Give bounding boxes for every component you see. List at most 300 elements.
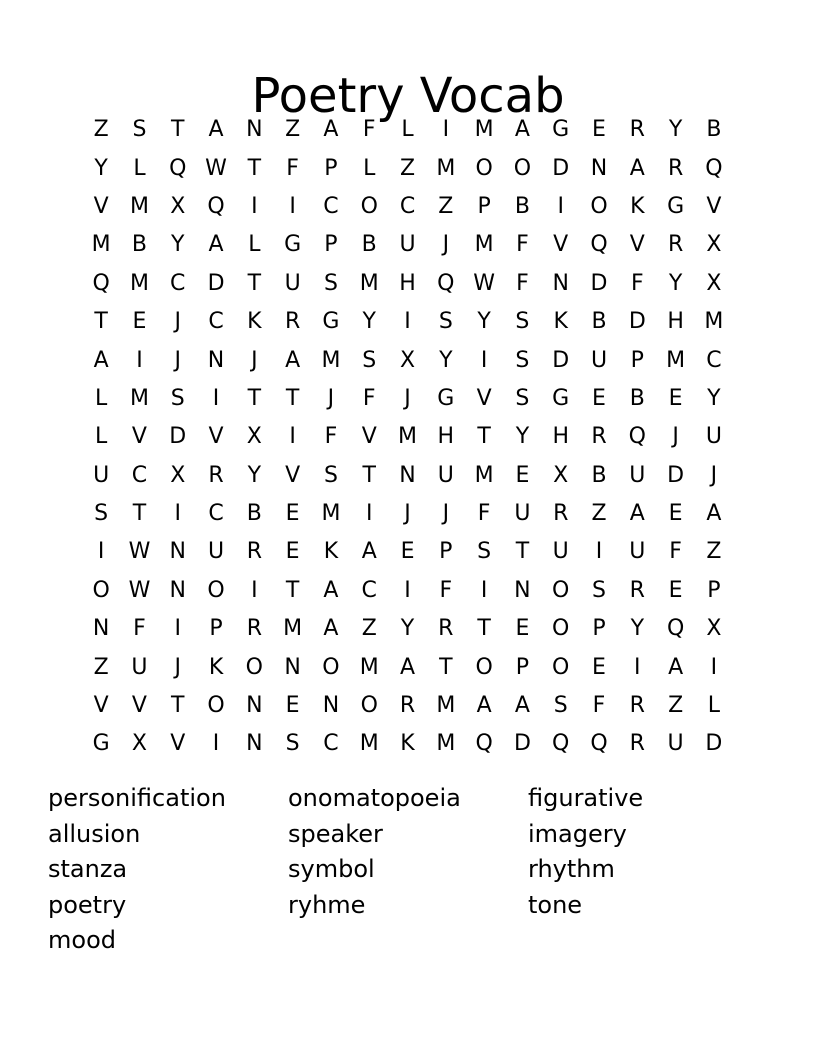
grid-letter: S [323,462,338,488]
grid-letter: B [706,117,722,143]
grid-letter: P [439,539,453,565]
grid-letter: L [248,232,261,258]
grid-letter: V [553,232,569,258]
grid-letter: O [552,577,570,603]
grid-letter: E [592,385,606,411]
grid-letter: Z [591,501,607,527]
grid-letter: B [591,462,607,488]
grid-letter: U [590,347,608,373]
grid-letter: F [516,270,529,296]
grid-letter: Z [285,117,301,143]
grid-letter: I [365,501,373,527]
grid-letter: V [285,462,301,488]
grid-letter: P [324,232,338,258]
grid-letter: N [284,654,301,680]
grid-letter: W [128,577,151,603]
grid-letter: T [515,539,530,565]
grid-letter: O [360,193,378,219]
grid-letter: M [129,193,149,219]
grid-letter: R [667,155,684,181]
grid-letter: F [362,385,376,411]
grid-letter: O [475,654,493,680]
grid-letter: M [359,270,379,296]
grid-letter: J [174,654,181,680]
grid-letter: Q [552,731,570,757]
grid-letter: R [246,616,262,642]
grid-letter: G [552,385,570,411]
grid-letter: Q [590,232,608,258]
word-list [48,781,768,959]
grid-letter: A [476,693,492,719]
grid-letter: U [705,424,722,450]
grid-letter: E [515,462,530,488]
grid-letter: P [515,654,530,680]
grid-letter: Y [400,616,415,642]
grid-letter: D [513,731,531,757]
grid-letter: P [324,155,338,181]
grid-letter: F [286,155,299,181]
grid-letter: L [95,385,108,411]
grid-letter: D [705,731,723,757]
grid-letter: E [515,616,530,642]
grid-letter: H [437,424,455,450]
grid-letter: C [323,731,339,757]
grid-letter: E [285,693,300,719]
grid-letter: V [93,693,109,719]
grid-letter: M [129,385,149,411]
grid-letter: M [436,731,456,757]
grid-letter: E [400,539,415,565]
grid-letter: E [285,539,300,565]
grid-letter: A [323,577,339,603]
grid-letter: R [246,539,262,565]
grid-letter: X [246,424,262,450]
grid-letter: V [170,731,186,757]
word-list-item: ryhme [288,890,366,919]
grid-letter: U [399,232,416,258]
grid-letter: S [515,347,530,373]
grid-letter: E [668,385,683,411]
grid-letter: Y [171,232,185,258]
grid-letter: R [667,232,684,258]
grid-letter: I [212,731,220,757]
grid-letter: S [553,693,568,719]
grid-letter: U [284,270,301,296]
grid-letter: A [399,654,416,680]
grid-letter: V [706,193,722,219]
grid-letter: T [171,693,185,719]
grid-letter: I [595,539,603,565]
grid-letter: D [552,347,570,373]
grid-letter: K [323,539,339,565]
grid-letter: I [251,193,258,219]
grid-letter: I [97,539,105,565]
grid-letter: N [246,117,263,143]
grid-letter: J [251,347,258,373]
grid-letter: N [590,155,608,181]
grid-letter: T [247,270,262,296]
grid-letter: F [630,270,644,296]
grid-letter: I [480,577,488,603]
grid-letter: J [404,385,411,411]
grid-letter: A [93,347,109,373]
grid-letter: Q [628,424,646,450]
grid-letter: D [667,462,685,488]
grid-letter: I [404,577,411,603]
grid-letter: P [707,577,721,603]
grid-letter: T [362,462,376,488]
grid-letter: Y [94,155,108,181]
grid-letter: L [707,693,721,719]
grid-letter: X [131,731,147,757]
grid-letter: F [477,501,491,527]
grid-letter: R [399,693,416,719]
grid-letter: G [322,309,340,335]
grid-letter: S [362,347,377,373]
grid-letter: O [92,577,110,603]
grid-letter: S [477,539,492,565]
grid-letter: Z [668,693,684,719]
grid-letter: H [552,424,569,450]
grid-letter: N [207,347,225,373]
grid-letter: F [362,117,376,143]
grid-letter: J [327,385,335,411]
grid-letter: J [174,309,181,335]
grid-letter: S [592,577,606,603]
grid-letter: S [170,385,185,411]
grid-letter: C [361,577,377,603]
grid-letter: H [399,270,416,296]
grid-letter: D [169,424,187,450]
grid-letter: G [667,193,685,219]
grid-letter: S [438,309,453,335]
grid-letter: Y [247,462,262,488]
word-list-item: tone [528,890,583,919]
grid-letter: F [592,693,606,719]
grid-letter: G [437,385,455,411]
grid-letter: I [251,577,258,603]
grid-letter: M [321,501,341,527]
grid-letter: T [247,385,262,411]
grid-letter: L [95,424,108,450]
grid-letter: J [174,347,181,373]
grid-letter: N [169,577,186,603]
grid-letter: U [131,654,148,680]
grid-letter: O [245,654,263,680]
grid-letter: A [514,693,530,719]
grid-letter: E [132,309,147,335]
page-title: Poetry Vocab [251,68,565,125]
grid-letter: T [285,577,300,603]
grid-letter: I [442,117,450,143]
grid-letter: M [474,462,494,488]
grid-letter: Y [668,270,683,296]
grid-letter: W [473,270,495,296]
grid-letter: S [94,501,109,527]
grid-letter: A [629,155,645,181]
grid-letter: O [590,193,608,219]
grid-letter: A [285,347,301,373]
word-list-item: poetry [48,890,127,919]
grid-letter: V [361,424,377,450]
grid-letter: X [706,232,722,258]
grid-letter: C [399,193,416,219]
grid-letter: K [208,654,224,680]
grid-letter: I [289,424,296,450]
grid-letter: N [92,616,110,642]
grid-letter: Z [706,539,722,565]
grid-letter: D [590,270,608,296]
grid-letter: E [668,577,683,603]
grid-letter: D [207,270,225,296]
grid-letter: A [514,117,530,143]
grid-letter: X [706,616,722,642]
grid-letter: U [667,731,684,757]
grid-letter: F [669,539,682,565]
grid-letter: K [630,193,645,219]
grid-letter: P [592,616,606,642]
grid-letter: N [322,693,340,719]
grid-letter: N [169,539,186,565]
grid-letter: W [205,155,227,181]
grid-letter: U [93,462,110,488]
grid-letter: U [207,539,225,565]
grid-letter: J [672,424,679,450]
grid-letter: E [592,654,606,680]
grid-letter: Z [93,117,109,143]
grid-letter: I [136,347,143,373]
grid-letter: M [436,155,456,181]
grid-letter: C [208,309,224,335]
grid-letter: T [477,616,491,642]
grid-letter: Y [362,309,376,335]
grid-letter: O [513,155,532,181]
grid-letter: I [710,654,718,680]
grid-letter: A [323,117,339,143]
grid-letter: T [171,117,185,143]
grid-letter: Z [399,155,416,181]
grid-letter: R [629,117,645,143]
grid-letter: O [322,654,340,680]
grid-letter: Y [515,424,530,450]
grid-letter: N [552,270,569,296]
word-list-empty [288,923,528,959]
grid-letter: L [363,155,376,181]
grid-letter: A [323,616,339,642]
grid-letter: I [557,193,564,219]
grid-letter: R [629,577,645,603]
grid-letter: R [553,501,569,527]
grid-letter: I [289,193,296,219]
grid-letter: I [212,385,220,411]
grid-letter: Z [93,654,109,680]
grid-letter: E [592,117,606,143]
grid-letter: A [361,539,377,565]
grid-letter: I [174,501,181,527]
grid-letter: C [208,501,224,527]
word-list-item: stanza [48,855,128,884]
grid-letter: R [208,462,224,488]
grid-letter: Q [169,155,187,181]
word-list-item: rhythm [528,855,615,884]
grid-letter: P [477,193,491,219]
grid-letter: I [174,616,181,642]
grid-letter: N [399,462,416,488]
grid-letter: B [246,501,262,527]
word-list-item: mood [48,926,116,955]
grid-letter: J [710,462,718,488]
grid-letter: A [208,232,224,258]
grid-letter: Q [92,270,110,296]
grid-letter: J [404,501,411,527]
grid-letter: G [92,731,110,757]
grid-letter: M [359,654,379,680]
letter-grid [82,111,733,764]
grid-letter: D [628,309,646,335]
grid-letter: Y [477,309,491,335]
grid-letter: K [400,731,415,757]
grid-letter: T [247,155,262,181]
grid-letter: V [629,232,645,258]
word-list-item: onomatopoeia [288,784,461,812]
grid-letter: N [514,577,531,603]
grid-letter: A [706,501,722,527]
word-list-item: symbol [288,855,375,884]
grid-letter: F [516,232,529,258]
grid-letter: Q [666,616,685,642]
grid-letter: Q [590,731,608,757]
grid-letter: O [360,693,378,719]
grid-letter: B [361,232,377,258]
grid-letter: B [591,309,607,335]
grid-letter: J [442,232,450,258]
word-list-item: speaker [288,819,383,848]
grid-letter: S [515,385,530,411]
grid-letter: S [285,731,300,757]
grid-letter: P [630,347,644,373]
grid-letter: V [131,424,147,450]
grid-letter: M [283,616,303,642]
grid-letter: M [398,424,418,450]
grid-letter: T [439,654,453,680]
grid-letter: O [552,616,570,642]
grid-letter: V [131,693,147,719]
grid-letter: C [706,347,722,373]
grid-letter: K [247,309,262,335]
grid-letter: M [436,693,456,719]
grid-letter: B [131,232,147,258]
grid-letter: R [284,309,301,335]
grid-letter: Y [630,616,645,642]
grid-letter: K [553,309,568,335]
grid-letter: M [474,117,494,143]
grid-letter: A [208,117,224,143]
grid-letter: C [323,193,339,219]
grid-letter: T [285,385,300,411]
grid-letter: Q [437,270,455,296]
word-list-item: personification [48,784,226,812]
grid-letter: X [170,462,186,488]
grid-letter: Y [668,117,683,143]
grid-letter: O [552,654,570,680]
grid-letter: G [284,232,302,258]
grid-letter: I [480,347,488,373]
word-list-item: allusion [48,819,141,848]
grid-letter: H [667,309,684,335]
grid-letter: F [439,577,453,603]
grid-letter: B [629,385,645,411]
word-list-item: imagery [528,819,627,848]
grid-letter: Q [207,193,225,219]
grid-letter: M [359,731,379,757]
grid-letter: A [668,654,684,680]
grid-letter: R [629,693,645,719]
grid-letter: D [552,155,570,181]
grid-letter: T [94,309,108,335]
grid-letter: R [629,731,645,757]
grid-letter: U [437,462,454,488]
grid-letter: X [399,347,416,373]
word-list-item: figurative [528,784,644,812]
grid-letter: N [246,693,263,719]
grid-letter: O [207,693,225,719]
grid-letter: G [552,117,570,143]
grid-letter: Y [439,347,453,373]
grid-letter: M [129,270,149,296]
grid-letter: F [133,616,146,642]
grid-letter: U [514,501,531,527]
grid-letter: Q [705,155,723,181]
grid-letter: M [91,232,111,258]
grid-letter: U [629,539,646,565]
grid-letter: V [476,385,492,411]
grid-letter: C [131,462,148,488]
grid-letter: M [666,347,686,373]
grid-letter: E [285,501,300,527]
grid-letter: B [514,193,530,219]
grid-letter: V [208,424,224,450]
grid-letter: S [323,270,338,296]
grid-letter: X [170,193,186,219]
grid-letter: A [629,501,645,527]
grid-letter: N [246,731,263,757]
grid-letter: J [442,501,450,527]
grid-letter: S [132,117,147,143]
grid-letter: Y [707,385,721,411]
grid-letter: I [404,309,411,335]
grid-letter: L [401,117,414,143]
grid-letter: F [324,424,338,450]
grid-letter: L [133,155,146,181]
grid-letter: W [128,539,151,565]
grid-letter: V [93,193,109,219]
grid-letter: O [475,155,493,181]
grid-letter: Q [475,731,493,757]
grid-letter: S [515,309,530,335]
word-list-empty [528,923,768,959]
grid-letter: U [629,462,646,488]
grid-letter: T [477,424,491,450]
grid-letter: M [474,232,494,258]
grid-letter: R [438,616,454,642]
grid-letter: P [209,616,223,642]
grid-letter: U [552,539,569,565]
grid-letter: C [170,270,186,296]
grid-letter: Z [438,193,454,219]
grid-letter: R [591,424,607,450]
grid-letter: I [634,654,641,680]
grid-letter: T [132,501,147,527]
